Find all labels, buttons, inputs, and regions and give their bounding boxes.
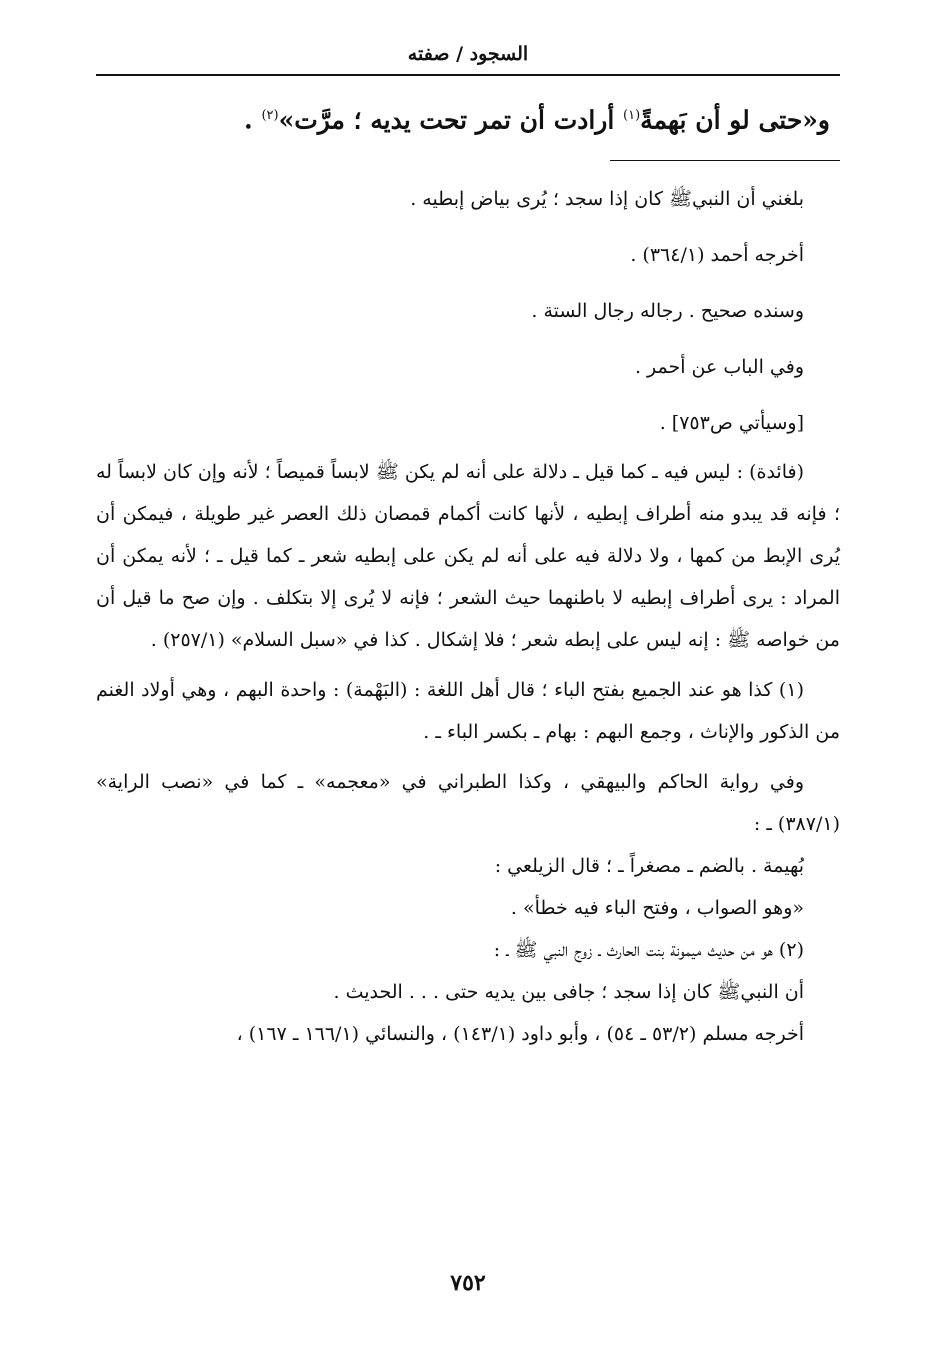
page-number: ٧٥٢	[450, 1270, 486, 1296]
footnote-ref-1: (١)	[623, 108, 641, 123]
note-line-1: بلغني أن النبيﷺ كان إذا سجد ؛ يُرى بياض إبطيه .	[410, 188, 804, 211]
note-line-3: وسنده صحيح . رجاله رجال الستة .	[531, 300, 804, 323]
footnote-1-paragraph: (١) كذا هو عند الجميع بفتح الباء ؛ قال أهل اللغة : (البَهْمة) : واحدة البهم ، وهي أولاد الغنم من الذكور والإناث ، وجمع البهم : بهام ـ بكسر الباء ـ .	[96, 679, 840, 744]
footnote-1-riwaya-paragraph: وفي رواية الحاكم والبيهقي ، وكذا الطبراني في «معجمه» ـ كما في «نصب الراية» (٣٨٧/١) ـ :	[96, 771, 840, 836]
notes-section	[96, 171, 840, 1055]
footnote-separator	[610, 160, 840, 161]
fawaid-paragraph: (فائدة) : ليس فيه ـ كما قيل ـ دلالة على أنه لم يكن ﷺ لابساً قميصاً ؛ لأنه وإن كان لابساً له ؛ فإنه قد يبدو منه أطراف إبطيه ، لأنها كانت أكمام قمصان ذلك العصر غير طويلة ، فيمكن أن يُرى الإبط من كمها ، ولا دلالة فيه على أنه لم يكن على إبطيه شعر ـ كما قيل ـ ؛ لأنه يمكن أن المراد : يرى أطراف إبطيه لا باطنهما حيث الشعر ؛ فإنه لا يُرى إلا بتكلف . وإن صح ما قيل أن من خواصه ﷺ : إنه ليس على إبطه شعر ؛ فلا إشكال . كذا في «سبل السلام» (٢٥٧/١) .	[96, 461, 840, 652]
main-text-part1: و«حتى لو أن بَهمةً	[640, 105, 830, 135]
running-header-title: السجود / صفته	[407, 43, 529, 65]
note-line-4: وفي الباب عن أحمر .	[634, 356, 804, 379]
main-text-line	[96, 96, 840, 140]
book-page	[96, 38, 840, 1328]
footnote-2-line-3: أخرجه مسلم (٥٣/٢ ـ ٥٤) ، وأبو داود (١٤٣/١) ، والنسائي (١٦٦/١ ـ ١٦٧) ،	[236, 1023, 804, 1046]
footnote-1-line-zaylai-quote: «وهو الصواب ، وفتح الباء فيه خطأ» .	[510, 897, 804, 920]
header-divider	[96, 74, 840, 76]
footnote-1-line-buhayma: بُهيمة . بالضم ـ مصغراً ـ ؛ قال الزيلعي :	[494, 855, 804, 878]
note-line-2: أخرجه أحمد (٣٦٤/١) .	[630, 244, 804, 267]
note-line-5: [وسيأتي ص٧٥٣] .	[659, 412, 804, 435]
footnote-2-line-1: (٢) هو من حديث ميمونة بنت الحارث ـ زوج النبي ﷺ ـ :	[493, 939, 804, 962]
footnote-2-line-2: أن النبيﷺ كان إذا سجد ؛ جافى بين يديه حتى . . . الحديث .	[333, 981, 804, 1004]
main-text-part2: أرادت أن تمر تحت يديه ؛ مرَّت»	[278, 105, 624, 135]
main-text-part3: .	[244, 105, 262, 135]
footnote-ref-2: (٢)	[261, 108, 279, 123]
